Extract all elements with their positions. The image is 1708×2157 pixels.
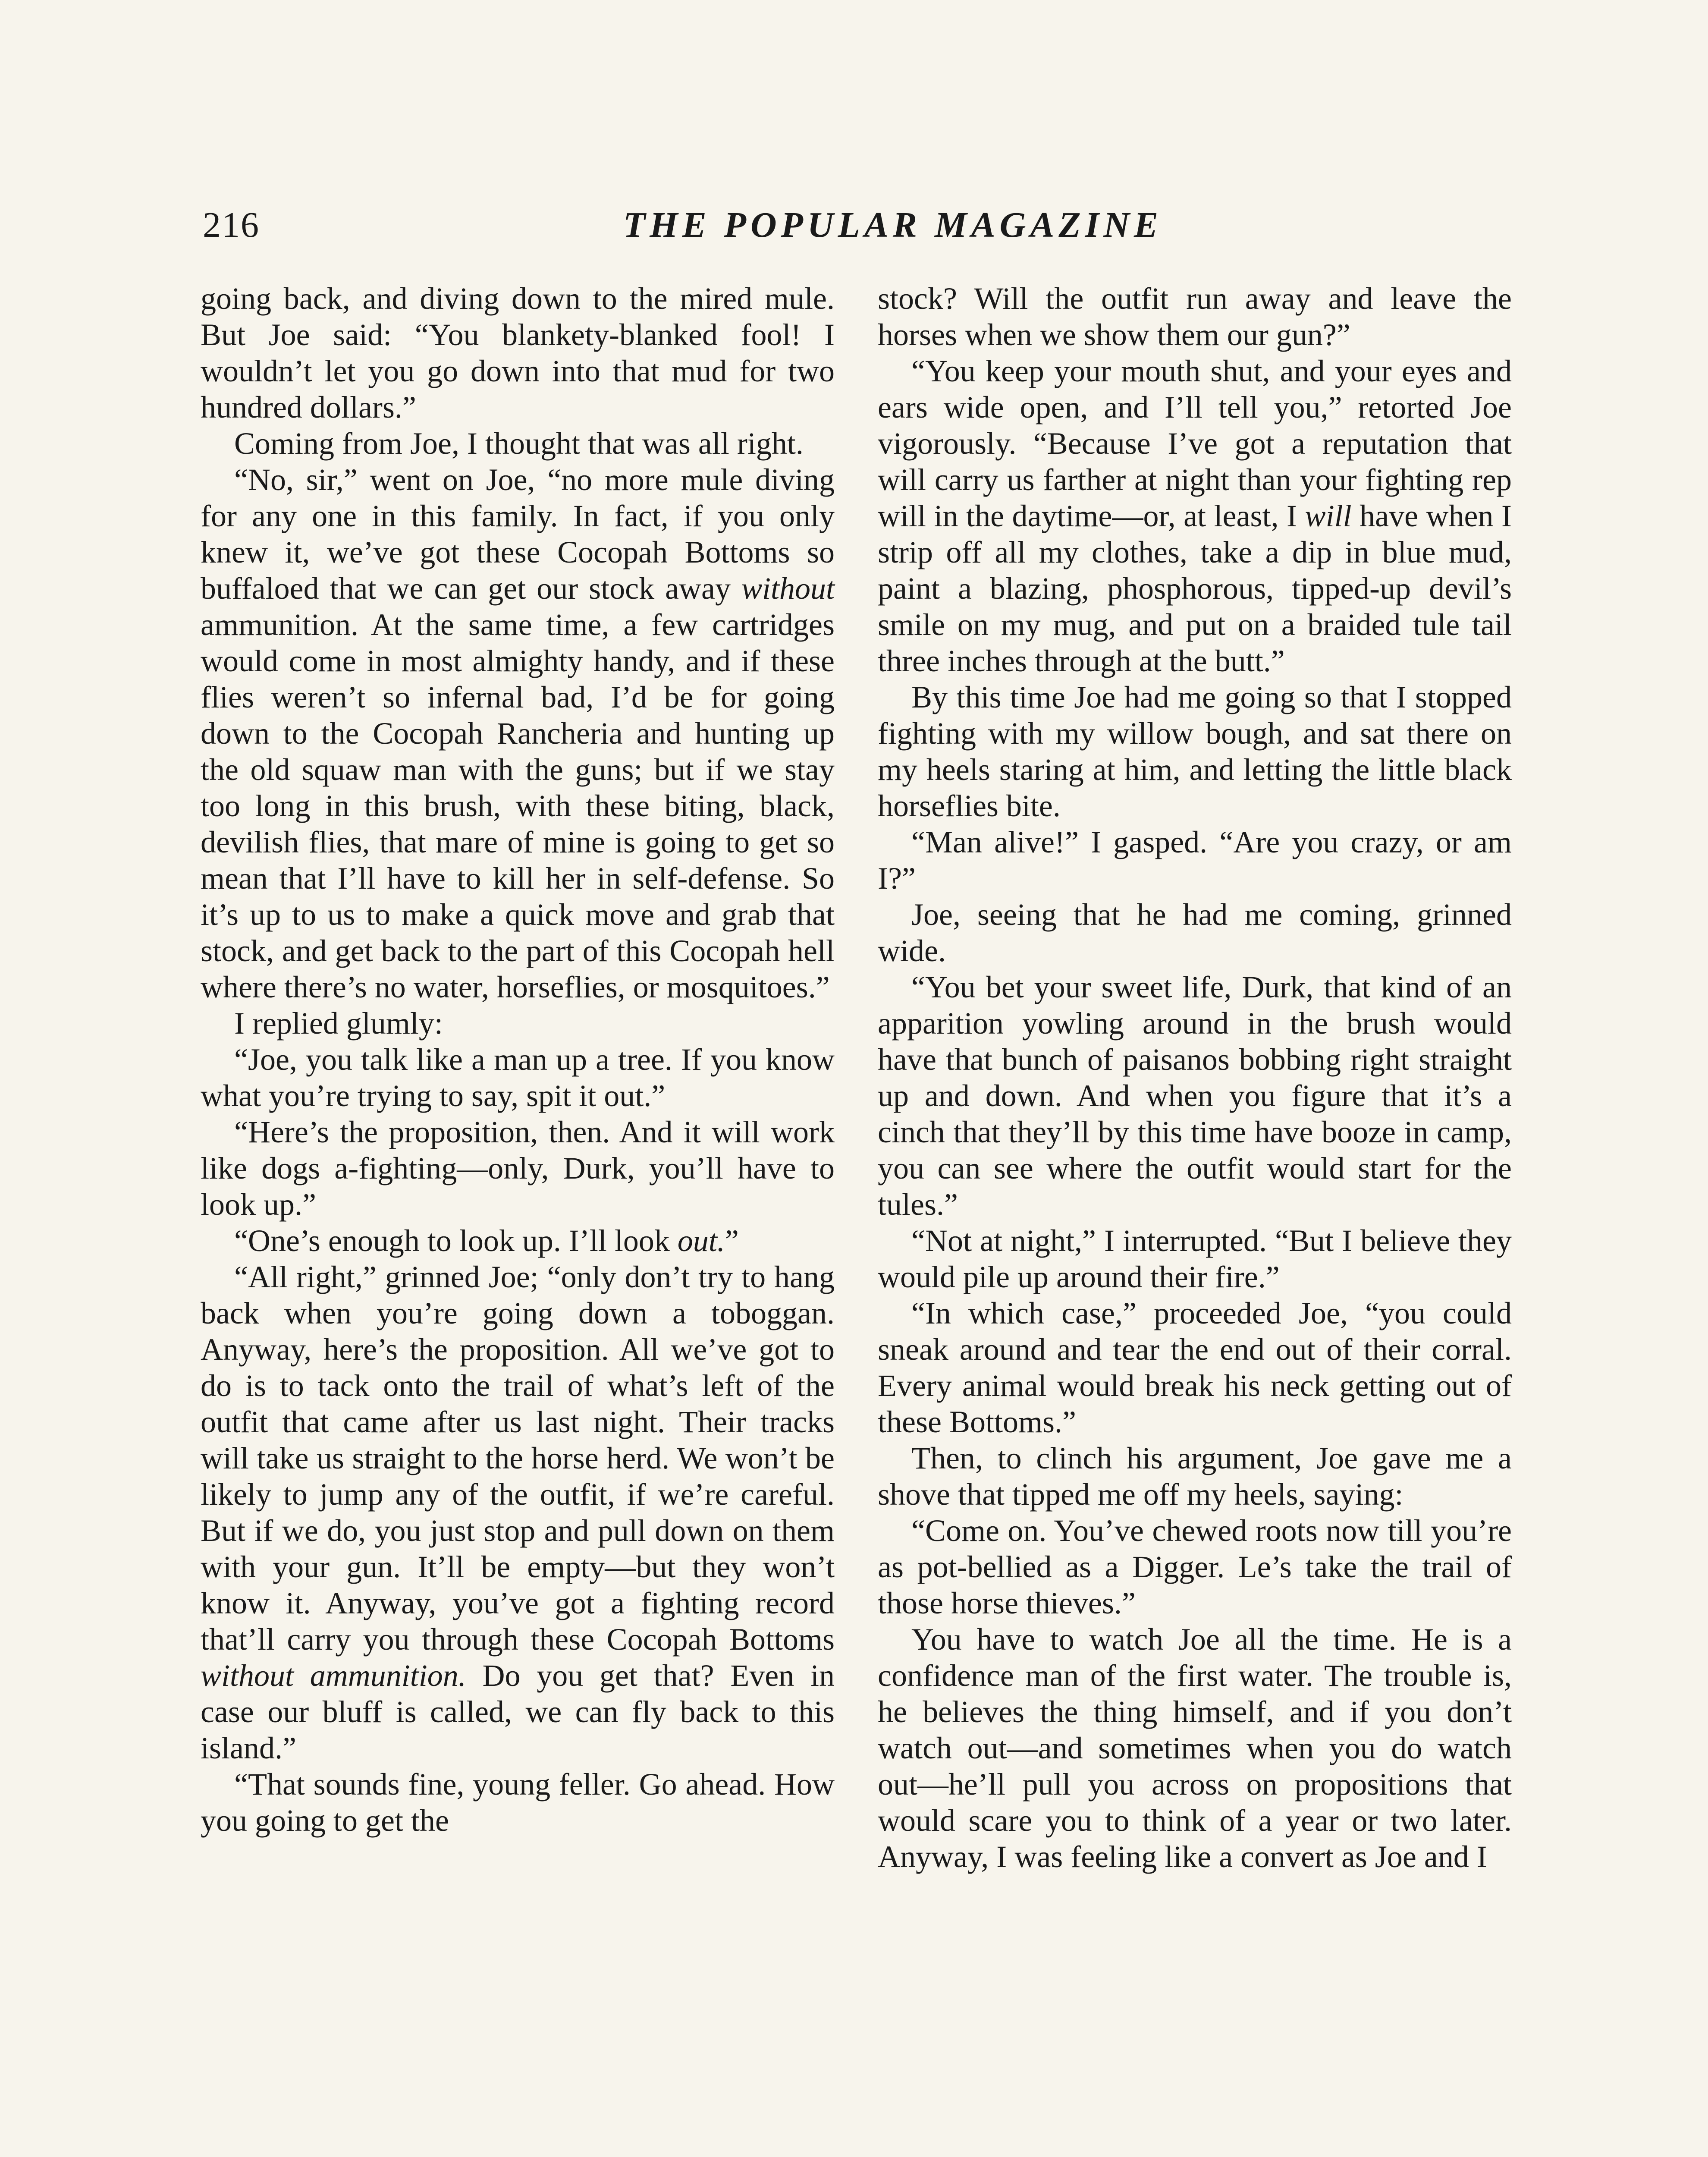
paragraph: going back, and diving down to the mired mule. But Joe said: “You blankety-blanked fool! I wouldn’t let you go down into that mud for two hundred dollars.” [201,281,835,424]
paragraph: “Come on. You’ve chewed roots now till you’re as pot-bellied as a Digger. Le’s take the trail of those horse thieves.” [878,1513,1512,1620]
running-head: THE POPULAR MAGAZINE [623,205,1163,245]
paragraph: stock? Will the outfit run away and leave the horses when we show them our gun?” [878,281,1512,352]
paragraph: Joe, seeing that he had me coming, grinned wide. [878,897,1512,968]
paragraph: By this time Joe had me going so that I stopped fighting with my willow bough, and sat there on my heels staring at him, and letting the little black horseflies bite. [878,680,1512,823]
paragraph: “One’s enough to look up. I’ll look out.” [234,1223,739,1258]
paragraph: “That sounds fine, young feller. Go ahead. How you going to get the [201,1767,835,1838]
paragraph: “Here’s the proposition, then. And it will work like dogs a-fighting—only, Durk, you’ll have to look up.” [201,1115,835,1222]
paragraph: You have to watch Joe all the time. He is a confidence man of the first water. The trouble is, he believes the thing himself, and if you don’t watch out—and sometimes when you do watch out—he’ll pull you across on propositions that would scare you to think of a year or two later. Anyway, I was feeling like a convert as Joe and I [878,1622,1512,1874]
paragraph: “Joe, you talk like a man up a tree. If you know what you’re trying to say, spit it out.” [201,1042,835,1113]
paragraph: “In which case,” proceeded Joe, “you could sneak around and tear the end out of their corral. Every animal would break his neck getting out of these Bottoms.” [878,1296,1512,1439]
paragraph: Then, to clinch his argument, Joe gave me a shove that tipped me off my heels, saying: [878,1441,1512,1512]
paragraph: I replied glumly: [234,1006,443,1041]
paragraph: Coming from Joe, I thought that was all right. [234,426,804,461]
left-column [201,280,835,1839]
paragraph: “You keep your mouth shut, and your eyes and ears wide open, and I’ll tell you,” retorted Joe vigorously. “Because I’ve got a reputation that will carry us farther at night than your fighting rep will in the daytime—or, at least, I will have when I strip off all my clothes, take a dip in blue mud, paint a blazing, phosphorous, tipped-up devil’s smile on my mug, and put on a braided tule tail three inches through at the butt.” [878,354,1512,678]
paragraph: “Not at night,” I interrupted. “But I believe they would pile up around their fire.” [878,1223,1512,1294]
paragraph: “Man alive!” I gasped. “Are you crazy, or am I?” [878,825,1512,896]
paragraph: “No, sir,” went on Joe, “no more mule diving for any one in this family. In fact, if you only knew it, we’ve got these Cocopah Bottoms so buffaloed that we can get our stock away without ammunition. At the same time, a few cartridges would come in most almighty handy, and if these flies weren’t so infernal bad, I’d be for going down to the Cocopah Rancheria and hunting up the old squaw man with the guns; but if we stay too long in this brush, with these biting, black, devilish flies, that mare of mine is going to get so mean that I’ll have to kill her in self-defense. So it’s up to us to make a quick move and grab that stock, and get back to the part of this Cocopah hell where there’s no water, horseflies, or mosquitoes.” [201,462,835,1004]
right-column [878,280,1512,1875]
paragraph: “All right,” grinned Joe; “only don’t try to hang back when you’re going down a toboggan. Anyway, here’s the proposition. All we’ve got to do is to tack onto the trail of what’s left of the outfit that came after us last night. Their tracks will take us straight to the horse herd. We won’t be likely to jump any of the outfit, if we’re careful. But if we do, you just stop and pull down on them with your gun. It’ll be empty—but they won’t know it. Anyway, you’ve got a fighting record that’ll carry you through these Cocopah Bottoms without ammunition. Do you get that? Even in case our bluff is called, we can fly back to this island.” [201,1260,835,1765]
page-number: 216 [203,205,260,245]
paragraph: “You bet your sweet life, Durk, that kind of an apparition yowling around in the brush would have that bunch of paisanos bobbing right straight up and down. And when you figure that it’s a cinch that they’ll by this time have booze in camp, you can see where the outfit would start for the tules.” [878,970,1512,1222]
